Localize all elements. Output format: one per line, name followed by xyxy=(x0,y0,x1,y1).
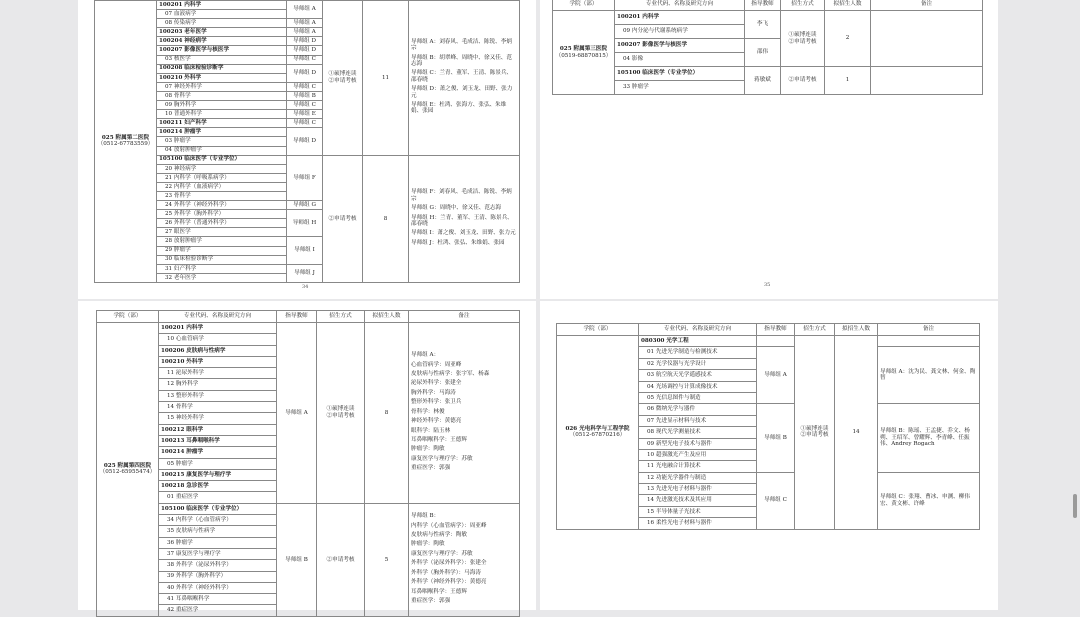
group-cell: 导师组 A xyxy=(287,28,323,37)
column-header: 招生方式 xyxy=(317,311,365,323)
list-item: 01 先进光学制造与检测技术 xyxy=(639,347,757,358)
column-header: 学院（部） xyxy=(557,324,639,336)
method-cell: ①硕博连读 ②申请考核 xyxy=(317,323,365,504)
page-p4 xyxy=(540,301,998,610)
column-header: 招生方式 xyxy=(781,0,825,11)
note-line: 胸外科学：马海涛 xyxy=(411,389,456,396)
list-item: 38 外科学（泌尿外科学） xyxy=(159,560,277,571)
group-cell: 导师组 C xyxy=(757,472,795,529)
list-item: 33 肿瘤学 xyxy=(615,81,745,95)
page-p1 xyxy=(78,0,536,299)
count-cell: 1 xyxy=(825,67,871,95)
list-item: 05 肿瘤学 xyxy=(159,458,277,469)
list-item: 01 重症医学 xyxy=(159,492,277,503)
group-cell: 导师组 C xyxy=(287,55,323,64)
group-cell: 导师组 B xyxy=(277,503,317,616)
note-cell xyxy=(409,503,520,616)
dept-phone: （0512-65955474） xyxy=(99,469,156,476)
list-item: 11 光电融合计算技术 xyxy=(639,461,757,472)
group-cell: 导师组 E xyxy=(287,110,323,119)
note-line: 心血管病学：周亚峰 xyxy=(411,361,462,368)
list-item: 40 外科学（神经外科学） xyxy=(159,582,277,593)
group-cell: 导师组 D xyxy=(287,64,323,82)
list-item: 100203 老年医学 xyxy=(157,28,287,37)
list-item: 100212 眼科学 xyxy=(159,424,277,435)
count-cell: 8 xyxy=(365,323,409,504)
list-item: 08 现代光学测量技术 xyxy=(639,427,757,438)
note-cell: 导师组 C：张翔、曹冰、申测、柳伟宏、黄文彬、许峰 xyxy=(878,472,980,529)
list-item: 23 骨科学 xyxy=(157,191,287,200)
dept-name: 025 附属第四医院 xyxy=(103,462,152,469)
group-cell: 导师组 B xyxy=(757,404,795,472)
dept-cell xyxy=(557,336,639,530)
group-cell: 导师组 H xyxy=(287,210,323,237)
list-item: 27 眼医学 xyxy=(157,228,287,237)
method-cell: ②申请考核 xyxy=(781,67,825,95)
list-item: 37 康复医学与理疗学 xyxy=(159,548,277,559)
column-header: 指导教师 xyxy=(745,0,781,11)
group-cell: 导师组 D xyxy=(287,46,323,55)
note-line: 皮肤病与性病学：陶敏 xyxy=(411,531,467,538)
column-header: 专业代码、名称及研究方向 xyxy=(159,311,277,323)
note-line: 内科学（心血管病学）：周亚峰 xyxy=(411,522,487,529)
list-item: 15 神经外科学 xyxy=(159,413,277,424)
group-cell: 导师组 C xyxy=(287,119,323,128)
column-header: 备注 xyxy=(409,311,520,323)
method-cell: ①硕博连读 ②申请考核 xyxy=(781,11,825,67)
teacher-cell: 蒋敏斌 xyxy=(745,67,781,95)
list-item: 100204 神经病学 xyxy=(157,37,287,46)
note-line: 导师组 E：杜鸿、张海方、张弘、朱维娟、张园 xyxy=(411,102,507,115)
note-line: 导师组 A： xyxy=(411,352,440,359)
table-p4 xyxy=(556,323,980,530)
table-p1 xyxy=(94,0,520,283)
note-cell xyxy=(409,1,520,156)
column-header: 备注 xyxy=(878,324,980,336)
dept-cell xyxy=(95,1,157,283)
note-line: 眼科学：陆玉林 xyxy=(411,427,451,434)
list-item: 09 胸外科学 xyxy=(157,101,287,110)
group-cell xyxy=(757,336,795,347)
note-line: 导师组 H：兰青、董军、王清、陈景兵、邵春晓 xyxy=(411,214,513,227)
list-item: 39 外科学（胸外科学） xyxy=(159,571,277,582)
note-line: 重症医学：郭强 xyxy=(411,597,451,604)
note-cell xyxy=(871,67,983,95)
table-row xyxy=(95,155,520,164)
group-cell: 导师组 A xyxy=(757,347,795,404)
list-item: 28 放射肿瘤学 xyxy=(157,237,287,246)
column-header: 指导教师 xyxy=(757,324,795,336)
list-item: 42 重症医学 xyxy=(159,605,277,616)
table-p3 xyxy=(96,310,520,617)
method-cell: ①硕博连读 ②申请考核 xyxy=(323,1,363,156)
list-item: 04 光场调控与计算成像技术 xyxy=(639,381,757,392)
list-item: 03 航空航天光学遥感技术 xyxy=(639,370,757,381)
page-number: 34 xyxy=(302,284,309,290)
group-cell: 导师组 A xyxy=(287,19,323,28)
page-number: 35 xyxy=(764,282,771,288)
group-cell: 导师组 G xyxy=(287,201,323,210)
list-item: 100211 妇产科学 xyxy=(157,119,287,128)
list-item: 07 血液病学 xyxy=(157,10,287,19)
table-row xyxy=(557,336,980,347)
note-line: 泌尿外科学：张建全 xyxy=(411,380,462,387)
teacher-cell: 李飞 xyxy=(745,11,781,39)
note-line: 导师组 A：刘春风、毛成洁、陈锐、李炳宗 xyxy=(411,38,512,52)
column-header: 拟招生人数 xyxy=(365,311,409,323)
list-item: 07 先进显示材料与技术 xyxy=(639,415,757,426)
list-item: 22 内科学（血液病学） xyxy=(157,182,287,191)
list-item: 25 外科学（胸外科学） xyxy=(157,210,287,219)
note-cell: 导师组 A：沈为民、龚文林、何金、陶智 xyxy=(878,347,980,404)
list-item: 06 微纳光学与器件 xyxy=(639,404,757,415)
list-item: 16 柔性光电子材料与器件 xyxy=(639,518,757,529)
group-cell: 导师组 D xyxy=(287,37,323,46)
list-item: 03 核医学 xyxy=(157,55,287,64)
note-line: 外科学（神经外科学）：黄德亮 xyxy=(411,579,487,586)
page-p2 xyxy=(540,0,998,299)
column-header: 备注 xyxy=(871,0,983,11)
list-item: 34 内科学（心血管病学） xyxy=(159,515,277,526)
list-item: 15 半导体量子光技术 xyxy=(639,506,757,517)
column-header: 学院（部） xyxy=(97,311,159,323)
dept-name: 026 光电科学与工程学院 xyxy=(565,425,630,432)
note-cell xyxy=(409,155,520,282)
list-item: 100201 内科学 xyxy=(159,323,277,334)
dept-name: 025 附属第二医院 xyxy=(101,135,150,142)
note-line: 重症医学：郭强 xyxy=(411,465,451,472)
list-item: 100214 肿瘤学 xyxy=(159,447,277,458)
count-cell: 11 xyxy=(363,1,409,156)
note-line: 康复医学与理疗学：苏敏 xyxy=(411,455,473,462)
list-item: 105100 临床医学（专业学位） xyxy=(159,503,277,514)
note-line: 整形外科学：张卫兵 xyxy=(411,399,462,406)
list-item: 30 临床检验诊断学 xyxy=(157,255,287,264)
group-cell: 导师组 C xyxy=(287,82,323,91)
note-cell xyxy=(409,323,520,504)
note-line: 导师组 I：萧之俊、刘玉龙、田野、张力元 xyxy=(411,230,516,237)
list-item: 02 光学仪器与光学设计 xyxy=(639,358,757,369)
group-cell: 导师组 D xyxy=(287,128,323,155)
note-line: 耳鼻咽喉科学：王德辉 xyxy=(411,436,467,443)
dept-cell xyxy=(97,323,159,617)
list-item: 13 整形外科学 xyxy=(159,390,277,401)
column-header: 学院（部） xyxy=(553,0,615,11)
list-item: 08 传染病学 xyxy=(157,19,287,28)
column-header: 专业代码、名称及研究方向 xyxy=(639,324,757,336)
list-item: 12 功能光学器件与制造 xyxy=(639,472,757,483)
note-line: 导师组 G：周晓中、徐又佳、范志海 xyxy=(411,205,502,212)
note-line: 导师组 B： xyxy=(411,513,440,520)
list-item: 100215 康复医学与理疗学 xyxy=(159,469,277,480)
list-item: 24 外科学（神经外科学） xyxy=(157,201,287,210)
note-line: 导师组 D：萧之俊、刘玉龙、田野、张力元 xyxy=(411,86,513,99)
list-item: 21 内科学（呼吸系病学） xyxy=(157,173,287,182)
list-item: 14 先进激光技术及其应用 xyxy=(639,495,757,506)
note-line: 肿瘤学：陶敏 xyxy=(411,446,445,453)
list-item: 10 超强激光产生及应用 xyxy=(639,449,757,460)
list-item: 36 肿瘤学 xyxy=(159,537,277,548)
group-cell: 导师组 A xyxy=(287,1,323,19)
note-cell xyxy=(871,11,983,67)
note-line: 导师组 F：刘春风、毛成洁、陈锐、李炳宗 xyxy=(411,189,512,202)
group-cell: 导师组 F xyxy=(287,155,323,200)
note-line: 骨科学：林俊 xyxy=(411,408,445,415)
list-item: 05 光信息图件与制造 xyxy=(639,392,757,403)
list-item: 105100 临床医学（专业学位） xyxy=(615,67,745,81)
list-item: 03 肿瘤学 xyxy=(157,137,287,146)
list-item: 09 内分泌与代谢系统病学 xyxy=(615,25,745,39)
table-row xyxy=(97,323,520,334)
list-item: 41 耳鼻咽喉科学 xyxy=(159,594,277,605)
note-line: 神经外科学：黄德亮 xyxy=(411,418,462,425)
page-p3 xyxy=(78,301,536,614)
list-item: 100210 外科学 xyxy=(159,356,277,367)
list-item: 100207 影像医学与核医学 xyxy=(615,39,745,53)
list-item: 100201 内科学 xyxy=(157,1,287,10)
list-item: 10 普通外科学 xyxy=(157,110,287,119)
note-line: 导师组 B：胡翠峰、周晓中、徐又佳、范志海 xyxy=(411,54,512,67)
list-item: 100210 外科学 xyxy=(157,73,287,82)
scrollbar[interactable] xyxy=(1073,494,1077,518)
list-item: 29 肿瘤学 xyxy=(157,246,287,255)
list-item: 04 影像 xyxy=(615,53,745,67)
column-header: 招生方式 xyxy=(795,324,835,336)
list-item: 07 神经外科学 xyxy=(157,82,287,91)
list-item: 100214 肿瘤学 xyxy=(157,128,287,137)
list-item: 35 皮肤病与性病学 xyxy=(159,526,277,537)
method-cell: ②申请考核 xyxy=(323,155,363,282)
note-line: 肿瘤学：陶敏 xyxy=(411,541,445,548)
table-row xyxy=(95,1,520,10)
list-item: 100206 皮肤病与性病学 xyxy=(159,345,277,356)
group-cell: 导师组 B xyxy=(287,91,323,100)
group-cell: 导师组 A xyxy=(277,323,317,504)
group-cell: 导师组 J xyxy=(287,264,323,282)
note-line: 耳鼻咽喉科学：王德辉 xyxy=(411,588,467,595)
group-cell: 导师组 C xyxy=(287,101,323,110)
table-p2 xyxy=(552,0,983,95)
column-header: 拟招生人数 xyxy=(825,0,871,11)
list-item: 31 妇产科学 xyxy=(157,264,287,273)
list-item: 26 外科学（普通外科学） xyxy=(157,219,287,228)
list-item: 11 泌尿外科学 xyxy=(159,368,277,379)
list-item: 100207 影像医学与核医学 xyxy=(157,46,287,55)
column-header: 指导教师 xyxy=(277,311,317,323)
note-line: 外科学（胸外科学）：马海涛 xyxy=(411,569,481,576)
list-item: 13 先进光电子材料与器件 xyxy=(639,484,757,495)
list-item: 04 放射肿瘤学 xyxy=(157,146,287,155)
count-cell: 5 xyxy=(365,503,409,616)
column-header: 专业代码、名称及研究方向 xyxy=(615,0,745,11)
list-item: 09 新型光电子技术与器件 xyxy=(639,438,757,449)
group-cell: 导师组 I xyxy=(287,237,323,264)
count-cell: 14 xyxy=(835,336,878,530)
list-item: 100201 内科学 xyxy=(615,11,745,25)
note-cell: 导师组 B：陈瑶、王孟捷、乔文、杨朔、王绍军、曾耀辉、李青峰、任振伟、Andrey Rogach xyxy=(878,404,980,472)
teacher-cell: 邵伟 xyxy=(745,39,781,67)
note-line: 皮肤病与性病学：张宇军、杨森 xyxy=(411,370,490,377)
note-line: 康复医学与理疗学：苏敏 xyxy=(411,550,473,557)
note-line: 导师组 C：兰青、董军、王清、陈景兵、邵春晓 xyxy=(411,70,513,83)
note-cell xyxy=(878,336,980,347)
list-item: 100218 急诊医学 xyxy=(159,481,277,492)
dept-phone: （0512-67870216） xyxy=(569,432,626,439)
count-cell: 2 xyxy=(825,11,871,67)
dept-phone: （0512-67783559） xyxy=(97,141,154,148)
list-item: 100208 临床检验诊断学 xyxy=(157,64,287,73)
list-item: 32 老年医学 xyxy=(157,273,287,282)
list-item: 10 心血管病学 xyxy=(159,334,277,345)
list-item: 100213 耳鼻咽喉科学 xyxy=(159,435,277,446)
column-header: 拟招生人数 xyxy=(835,324,878,336)
list-item: 080300 光学工程 xyxy=(639,336,757,347)
list-item: 08 骨科学 xyxy=(157,91,287,100)
list-item: 14 骨科学 xyxy=(159,402,277,413)
list-item: 20 神经病学 xyxy=(157,164,287,173)
note-line: 导师组 J：杜鸿、张弘、朱维娟、张园 xyxy=(411,239,505,246)
note-line: 外科学（泌尿外科学）：张建全 xyxy=(411,560,487,567)
method-cell: ②申请考核 xyxy=(317,503,365,616)
list-item: 12 胸外科学 xyxy=(159,379,277,390)
table-row xyxy=(97,503,520,514)
dept-cell: 025 附属第三医院 （0519-68870815） xyxy=(553,11,615,95)
method-cell: ①硕博连读 ②申请考核 xyxy=(795,336,835,530)
count-cell: 8 xyxy=(363,155,409,282)
list-item: 105100 临床医学（专业学位） xyxy=(157,155,287,164)
